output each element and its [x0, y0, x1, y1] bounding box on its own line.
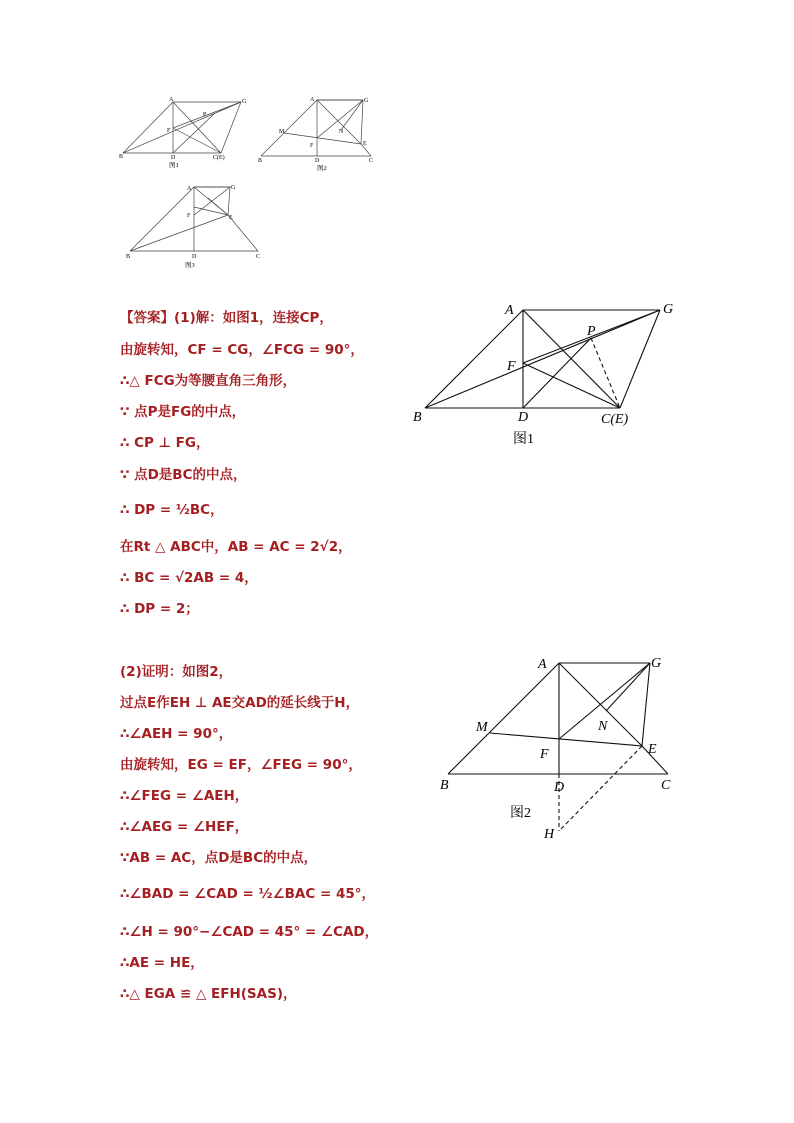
thumb3-caption: 图3	[185, 262, 195, 269]
thumb2-label-m: M	[279, 129, 285, 135]
thumb-figure-2	[255, 95, 385, 175]
fig1-label-a: A	[505, 303, 514, 318]
proof-line-9: ∴∠H = 90°−∠CAD = 45° = ∠CAD，	[120, 924, 379, 940]
fig2-label-e: E	[648, 742, 657, 757]
fig1-label-b: B	[413, 410, 422, 425]
proof-line-10: ∴AE = HE，	[120, 955, 204, 971]
thumb1-label-d: D	[171, 155, 176, 161]
thumb-figure-1	[115, 95, 255, 175]
answer-line-4: ∵ 点P是FG的中点，	[120, 404, 246, 420]
answer-line-10: ∴ DP = 2；	[120, 601, 199, 617]
fig1-segment-pc	[591, 338, 620, 408]
fig2-segment-me	[490, 733, 642, 746]
fig1-segment-fc	[523, 363, 620, 408]
proof-line-5: ∴∠FEG = ∠AEH，	[120, 788, 249, 804]
fig1-segment-dp	[523, 338, 591, 408]
fig1-segment-bg	[425, 310, 660, 408]
thumb1-label-f: F	[167, 128, 171, 134]
fig1-label-f: F	[507, 359, 516, 374]
proof-line-2: 过点E作EH ⊥ AE交AD的延长线于H，	[120, 695, 360, 711]
answer-line-3: ∴△ FCG为等腰直角三角形，	[120, 373, 297, 389]
thumb2-label-n: N	[339, 129, 344, 135]
thumb1-label-a: A	[169, 97, 174, 103]
fig2-segment-ng	[606, 663, 650, 711]
fig1-caption: 图1	[513, 432, 534, 447]
thumb2-label-e: E	[363, 141, 367, 147]
answer-line-9: ∴ BC = √2AB = 4，	[120, 570, 258, 586]
proof-line-8: ∴∠BAD = ∠CAD = ½∠BAC = 45°，	[120, 886, 375, 902]
fig2-label-a: A	[538, 657, 547, 672]
fig2-label-d: D	[554, 780, 565, 795]
thumb2-label-g: G	[364, 98, 369, 104]
thumb2-label-d: D	[315, 158, 320, 164]
answer-tag: 【答案】	[120, 310, 174, 326]
proof-line-4: 由旋转知，EG = EF，∠FEG = 90°，	[120, 757, 362, 773]
answer-line-6: ∵ 点D是BC的中点，	[120, 467, 247, 483]
thumb2-label-a: A	[310, 97, 315, 103]
fig2-label-b: B	[440, 778, 449, 793]
fig2-caption: 图2	[510, 806, 531, 821]
fig2-label-m: M	[476, 720, 488, 735]
fig1-label-ce: C(E)	[601, 412, 629, 427]
thumb2-label-f: F	[310, 143, 314, 149]
thumb2-label-b: B	[258, 158, 263, 164]
answer-text: (1)解：如图1，连接CP，	[174, 310, 333, 326]
thumb2-label-c: C	[369, 158, 374, 164]
answer-line-5: ∴ CP ⊥ FG，	[120, 435, 210, 451]
answer-line-2: 由旋转知，CF = CG，∠FCG = 90°，	[120, 342, 364, 358]
proof-line-7: ∵AB = AC，点D是BC的中点，	[120, 850, 318, 866]
fig2-segment-eh	[559, 746, 642, 831]
thumb2-caption: 图2	[317, 165, 327, 172]
fig2-label-c: C	[661, 778, 671, 793]
fig1-label-g: G	[663, 302, 674, 317]
fig1-label-p: P	[587, 324, 596, 339]
thumb1-label-g: G	[242, 99, 247, 105]
proof-line-3: ∴∠AEH = 90°，	[120, 726, 233, 742]
figure-2	[432, 650, 692, 845]
thumb1-label-b: B	[119, 154, 124, 160]
proof-line-1: (2)证明：如图2，	[120, 664, 233, 680]
answer-line-8: 在Rt △ ABC中，AB = AC = 2√2，	[120, 539, 352, 555]
thumb1-label-ce: C(E)	[213, 155, 225, 161]
fig1-label-d: D	[518, 410, 529, 425]
thumb3-label-g: G	[231, 185, 236, 191]
answer-line-1	[120, 308, 333, 328]
fig2-label-f: F	[540, 747, 549, 762]
thumb3-label-e: E	[229, 215, 233, 221]
thumb1-caption: 图1	[169, 162, 179, 169]
thumb3-label-a: A	[187, 186, 192, 192]
figure-1	[405, 298, 690, 450]
fig2-label-n: N	[598, 719, 608, 734]
thumb1-label-p: P	[203, 112, 207, 118]
thumb-figure-3	[120, 180, 270, 275]
thumb3-label-b: B	[126, 254, 131, 260]
thumb3-label-c: C	[256, 254, 261, 260]
fig2-label-h: H	[544, 827, 555, 842]
thumb3-label-f: F	[187, 213, 191, 219]
proof-line-6: ∴∠AEG = ∠HEF，	[120, 819, 249, 835]
fig2-side-ge	[642, 663, 650, 746]
proof-line-11: ∴△ EGA ≌ △ EFH(SAS)，	[120, 986, 297, 1002]
answer-line-7: ∴ DP = ½BC，	[120, 502, 224, 518]
fig2-label-g: G	[651, 656, 662, 671]
thumb3-label-d: D	[192, 254, 197, 260]
